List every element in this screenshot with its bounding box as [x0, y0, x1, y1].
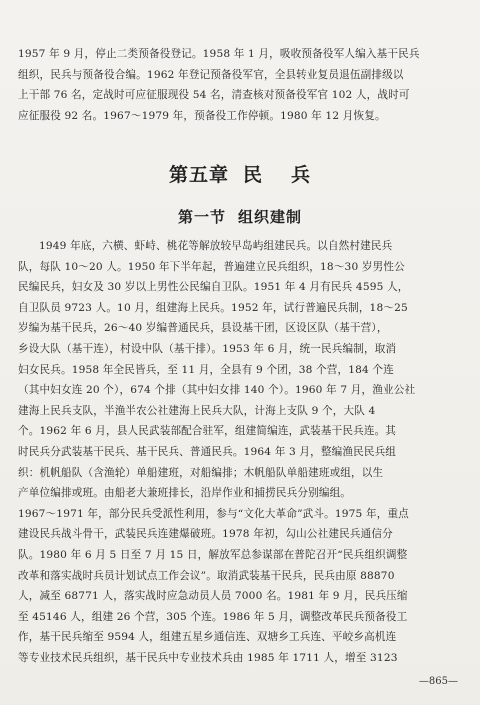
- text-line: 建海上民兵支队，半渔半农公社建海上民兵大队，计海上支队 9 个，大队 4: [18, 404, 376, 417]
- section-number: 第一节: [177, 208, 226, 226]
- text-line: 1949 年底，六横、虾峙、桃花等解放较早岛屿组建民兵。以自然村建民兵: [39, 240, 393, 252]
- text-line: 妇女民兵。1958 年全民皆兵，至 11 月，全县有 9 个团，38 个营，184 个连: [18, 363, 394, 376]
- text-line: 应征服役 92 名。1967～1979 年，预备役工作停顿。1980 年 12 月恢复。: [18, 109, 386, 122]
- chapter-title-char: 民: [242, 164, 263, 186]
- text-line: 乡设大队（基干连），村设中队（基干排）。1953 年 6 月，统一民兵编制，取消: [18, 342, 397, 355]
- section-heading: [0, 206, 480, 227]
- section-title: 组织建制: [238, 208, 303, 226]
- text-line: 1967～1971 年，部分民兵受派性利用，参与“文化大革命”武斗。1975 年，重点: [18, 507, 409, 520]
- text-line: 1957 年 9 月，停止二类预备役登记。1958 年 1 月，吸收预备役军人编入基干民兵: [18, 48, 420, 60]
- text-line: 组织，民兵与预备役合编。1962 年登记预备役军官，全县转业复员退伍副排级以: [18, 68, 404, 81]
- text-line: 改革和落实战时兵员计划试点工作会议”。取消武装基干民兵，民兵由原 88870: [18, 569, 395, 582]
- text-line: 等专业技术民兵组织，基干民兵中专业技术兵由 1985 年 1711 人，增至 3123: [18, 651, 398, 664]
- text-line: 人，减至 68771 人，落实战时应急动员人员 7000 名。1981 年 9 月，民兵压缩: [18, 590, 408, 603]
- body-paragraph: [18, 236, 442, 668]
- text-line: 队。1980 年 6 月 5 日至 7 月 15 日，解放军总参谋部在普陀召开“民兵组织调整: [18, 548, 408, 561]
- text-line: 时民兵分武装基干民兵、基干民兵、普通民兵。1964 年 3 月，整编渔民民兵组: [18, 445, 397, 458]
- text-line: 岁编为基干民兵，26～40 岁编普通民兵，县设基干团，区设区队（基干营），: [18, 322, 388, 335]
- text-line: 个。1962 年 6 月，县人民武装部配合驻军，组建简编连，武装基干民兵连。其: [18, 425, 397, 438]
- text-line: 自卫队员 9723 人。10 月，组建海上民兵。1952 年，试行普遍民兵制，18～25: [18, 301, 408, 314]
- text-line: 上干部 76 名，定战时可应征服现役 54 名，清查核对预备役军官 102 人，战时可: [18, 89, 410, 102]
- text-line: 队，每队 10～20 人。1950 年下半年起，普遍建立民兵组织，18～30 岁男性公: [18, 260, 405, 273]
- text-line: （其中妇女连 20 个），674 个排（其中妇女排 140 个）。1960 年 7 月，渔业公社: [18, 384, 416, 397]
- page-number: —865—: [418, 676, 458, 687]
- text-line: 织：机帆船队（含渔轮）单船建班，对船编排；木帆船队单船建班或组，以生: [18, 466, 384, 479]
- text-line: 作，基干民兵缩至 9594 人，组建五星乡通信连、双塘乡工兵连、平峧乡高机连: [18, 631, 397, 644]
- chapter-heading: [0, 160, 480, 187]
- chapter-number: 第五章: [168, 164, 229, 186]
- text-line: 至 45146 人，组建 26 个营，305 个连。1986 年 5 月，调整改革民兵预备役工: [18, 610, 408, 623]
- intro-paragraph: [18, 44, 442, 126]
- text-line: 建设民兵战斗骨干，武装民兵连建爆破班。1978 年初，勾山公社建民兵通信分: [18, 528, 393, 541]
- chapter-title-char: 兵: [291, 164, 312, 186]
- text-line: 民编民兵，妇女及 30 岁以上男性公民编自卫队。1951 年 4 月有民兵 4595 人，: [18, 281, 409, 294]
- text-line: 产单位编排或班。由船老大兼班排长，沿岸作业和捕捞民兵分别编组。: [18, 487, 352, 500]
